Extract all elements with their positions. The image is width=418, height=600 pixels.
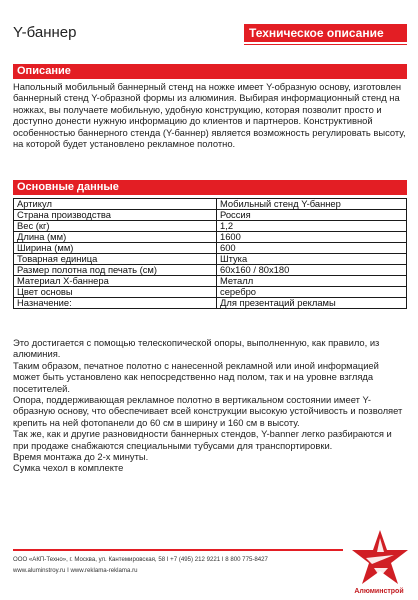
spec-value: 600 (217, 243, 407, 254)
footer-divider (13, 549, 343, 551)
table-row (14, 232, 407, 243)
table-row (14, 265, 407, 276)
spec-key: Размер полотна под печать (см) (14, 265, 217, 276)
spec-key: Товарная единица (14, 254, 217, 265)
specs-table (13, 198, 407, 309)
document-title: Y-баннер (13, 24, 77, 41)
spec-key: Цвет основы (14, 287, 217, 298)
spec-key: Страна производства (14, 210, 217, 221)
spec-key: Артикул (14, 199, 217, 210)
table-row (14, 254, 407, 265)
spec-value: Металл (217, 276, 407, 287)
specs-heading: Основные данные (13, 180, 407, 195)
spec-key: Длина (мм) (14, 232, 217, 243)
spec-key: Ширина (мм) (14, 243, 217, 254)
footer-websites: www.aluminstroy.ru I www.reklama-reklama.ru (13, 567, 138, 574)
spec-value: Штука (217, 254, 407, 265)
table-row (14, 210, 407, 221)
body-paragraph: Опора, поддерживающая рекламное полотно в вертикальном состоянии имеет Y-образную основу, что обеспечивает всей конструкции высокую устойчивость и позволяет крепить на ней фотопанели до 60 см в ширину и 160 см в высоту. (13, 394, 403, 428)
body-paragraph: Таким образом, печатное полотно с нанесенной рекламной или иной информацией может быть установлено как непосредственно над полом, так и на уровне взгляда посетителей. (13, 359, 379, 394)
spec-value: Россия (217, 210, 407, 221)
spec-value: Для презентаций рекламы (217, 298, 407, 309)
body-paragraph: Сумка чехол в комплекте (13, 462, 124, 474)
description-heading: Описание (13, 64, 407, 79)
spec-key: Вес (кг) (14, 221, 217, 232)
body-text (13, 337, 407, 474)
table-row (14, 287, 407, 298)
spec-key: Назначение: (14, 298, 217, 309)
spec-value: серебро (217, 287, 407, 298)
table-row (14, 199, 407, 210)
footer-address: ООО «АКП-Техно», г. Москва, ул. Кантемировская, 58 I +7 (495) 212 9221 I 8 800 775-8427 (13, 556, 268, 563)
body-paragraph: Время монтажа до 2-х минуты. (13, 451, 149, 463)
spec-value: 1600 (217, 232, 407, 243)
spec-key: Материал Х-баннера (14, 276, 217, 287)
star-logo-icon (350, 528, 410, 590)
table-row (14, 221, 407, 232)
spec-value: Мобильный стенд Y-баннер (217, 199, 407, 210)
description-text: Напольный мобильный баннерный стенд на ножке имеет Y-образную основу, изготовлен баннерный стенд Y-образной формы из алюминия. Выбирая информационный стенд на ножках, вы получаете мобильную, удобную конструкцию, которая позволит просто и доступно донести нужную информацию до клиентов и партнеров. Конструктивной особенностью баннерного стенда (Y-баннер) является возможность регулировать высоту, на которой будет установлено рекламное полотно. (13, 81, 406, 150)
logo-wordmark: Алюминстрой (354, 588, 404, 595)
table-row (14, 298, 407, 309)
spec-value: 1,2 (217, 221, 407, 232)
table-row (14, 276, 407, 287)
table-row (14, 243, 407, 254)
spec-value: 60х160 / 80х180 (217, 265, 407, 276)
document-type-tag: Техническое описание (244, 24, 407, 42)
body-paragraph: Это достигается с помощью телескопической опоры, выполненную, как правило, из алюминия. (13, 337, 380, 360)
tag-underline (244, 44, 407, 45)
body-paragraph: Так же, как и другие разновидности баннерных стендов, Y-banner легко разбираются и при продаже снабжаются специальными тубусами для транспортировки. (13, 428, 392, 451)
